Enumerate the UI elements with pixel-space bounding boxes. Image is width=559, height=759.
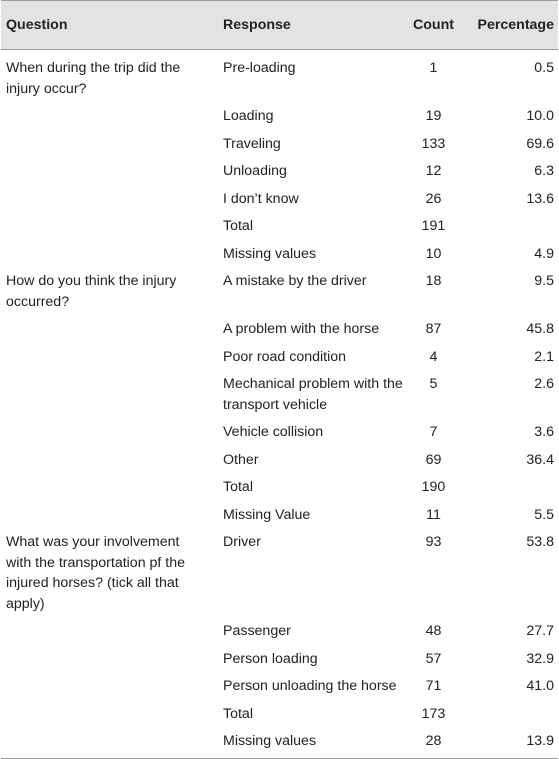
percentage-cell: [462, 701, 558, 729]
response-cell: Driver: [223, 534, 261, 550]
question-cell: [1, 646, 217, 674]
count-cell: 11: [426, 506, 441, 523]
count-cell: 12: [425, 163, 442, 179]
count-cell: 48: [425, 623, 442, 639]
table-row: [1, 502, 558, 530]
percentage-cell: 3.6: [534, 424, 554, 440]
response-cell: Missing values: [223, 245, 317, 262]
table-body: [1, 50, 558, 759]
header-response: Response: [217, 1, 407, 50]
response-cell: Other: [223, 451, 259, 468]
question-cell: [1, 103, 217, 131]
table-row: [1, 419, 558, 447]
count-cell: 69: [425, 451, 442, 468]
percentage-cell: 27.7: [526, 623, 554, 639]
question-cell: [1, 447, 217, 475]
response-cell: A problem with the horse: [223, 321, 380, 337]
table-row: [1, 371, 558, 419]
question-cell: [1, 186, 217, 214]
question-cell: [1, 316, 217, 344]
header-question: Question: [1, 1, 217, 50]
percentage-cell: 2.6: [534, 376, 554, 392]
count-cell: 5: [429, 376, 438, 392]
table-row: [1, 474, 558, 502]
count-cell: 7: [429, 424, 438, 440]
question-cell: [1, 474, 217, 502]
header-percentage: Percentage: [462, 1, 558, 50]
header-count: Count: [407, 1, 462, 50]
percentage-cell: 9.5: [534, 273, 554, 289]
table-row: [1, 186, 558, 214]
question-cell: [1, 673, 217, 701]
count-cell: 133: [421, 135, 446, 152]
question-cell: [1, 371, 217, 419]
table-row: [1, 701, 558, 729]
percentage-cell: 36.4: [526, 451, 554, 468]
table-row: [1, 646, 558, 674]
count-cell: 28: [407, 728, 462, 758]
response-cell: Vehicle collision: [223, 424, 324, 440]
percentage-cell: [462, 474, 558, 502]
count-cell: 1: [429, 60, 438, 76]
count-cell: 4: [429, 348, 438, 365]
table-row: [1, 158, 558, 186]
percentage-cell: 4.9: [534, 245, 554, 262]
response-cell: Person unloading the horse: [223, 678, 397, 694]
count-cell: 191: [421, 218, 446, 234]
percentage-cell: 69.6: [526, 135, 554, 152]
count-cell: 71: [425, 678, 442, 694]
response-cell: Total: [223, 218, 253, 234]
percentage-cell: 13.6: [526, 190, 554, 207]
response-cell: Pre-loading: [223, 60, 296, 76]
table-row: [1, 316, 558, 344]
table-row: [1, 673, 558, 701]
table-row: [1, 241, 558, 269]
question-cell: [1, 213, 217, 241]
survey-results-table: [1, 0, 558, 759]
table-row: [1, 213, 558, 241]
table-row: [1, 447, 558, 475]
percentage-cell: 41.0: [526, 678, 554, 694]
count-cell: 190: [421, 479, 446, 495]
question-cell: [1, 241, 217, 269]
response-cell: Traveling: [223, 135, 281, 152]
table-row: [1, 344, 558, 372]
response-cell: I don’t know: [223, 190, 299, 207]
question-cell: [1, 618, 217, 646]
response-cell: Poor road condition: [223, 348, 347, 365]
question-cell: [1, 419, 217, 447]
count-cell: 57: [425, 650, 442, 667]
response-cell: A mistake by the driver: [223, 273, 367, 289]
table-row: [1, 618, 558, 646]
table-header: [1, 1, 558, 50]
percentage-cell: [462, 213, 558, 241]
question-cell: [1, 728, 217, 758]
percentage-cell: 45.8: [526, 321, 554, 337]
question-cell: [1, 502, 217, 530]
table-row: [1, 131, 558, 159]
response-cell: Passenger: [223, 623, 291, 639]
percentage-cell: 13.9: [462, 728, 558, 758]
response-cell: Total: [223, 705, 253, 722]
question-cell: [1, 131, 217, 159]
count-cell: 10: [425, 245, 442, 262]
count-cell: 18: [425, 273, 442, 289]
count-cell: 87: [425, 321, 442, 337]
response-cell: Loading: [223, 108, 274, 124]
count-cell: 19: [425, 108, 442, 124]
response-cell: Missing values: [217, 728, 407, 758]
table-row: [1, 728, 558, 758]
table-row: [1, 529, 558, 618]
count-cell: 173: [421, 705, 446, 722]
question-cell: What was your involvement with the transportation pf the injured horses? (tick all that apply): [6, 534, 186, 612]
percentage-cell: 6.3: [534, 163, 554, 179]
question-cell: When during the trip did the injury occur?: [6, 60, 181, 97]
percentage-cell: 5.5: [534, 506, 554, 523]
percentage-cell: 32.9: [526, 650, 554, 667]
response-cell: Person loading: [223, 650, 318, 667]
response-cell: Missing Value: [223, 506, 311, 523]
table-row: [1, 50, 558, 104]
percentage-cell: 0.5: [534, 60, 554, 76]
table-row: [1, 103, 558, 131]
percentage-cell: 2.1: [534, 348, 554, 365]
table-row: [1, 268, 558, 316]
count-cell: 93: [425, 534, 442, 550]
question-cell: [1, 701, 217, 729]
question-cell: [1, 344, 217, 372]
percentage-cell: 53.8: [526, 534, 554, 550]
question-cell: How do you think the injury occurred?: [6, 273, 177, 310]
header-row: [1, 1, 558, 50]
response-cell: Mechanical problem with the transport vehicle: [223, 376, 403, 413]
response-cell: Total: [223, 479, 253, 495]
percentage-cell: 10.0: [526, 108, 554, 124]
response-cell: Unloading: [223, 163, 287, 179]
count-cell: 26: [425, 190, 442, 207]
question-cell: [1, 158, 217, 186]
